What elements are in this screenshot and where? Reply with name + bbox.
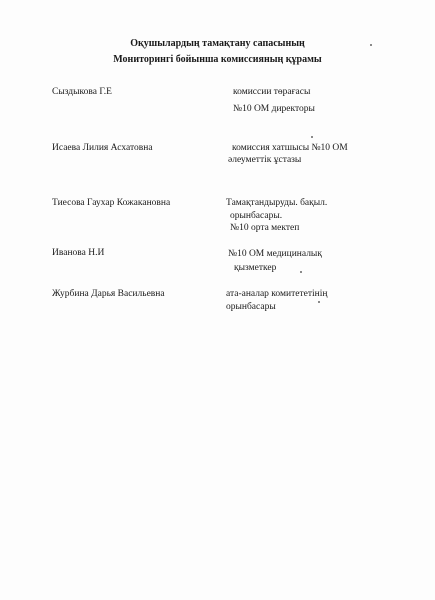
member-role-3-line-1: Тамақтандыруды. бақыл. bbox=[226, 198, 328, 208]
member-name-5: Журбина Дарья Васильевна bbox=[52, 289, 165, 299]
member-role-5-line-1: ата-аналар комитететінің bbox=[226, 289, 328, 299]
member-role-3-line-3: №10 орта мектеп bbox=[230, 223, 300, 233]
scan-speck bbox=[370, 44, 372, 46]
scan-speck bbox=[311, 136, 313, 138]
member-role-5-line-2: орынбасары bbox=[226, 302, 276, 312]
member-role-4-line-2: қызметкер bbox=[234, 263, 277, 273]
document-title-line-2: Мониторингі бойынша комиссияның құрамы bbox=[113, 54, 322, 65]
member-role-1-line-2: №10 ОМ директоры bbox=[233, 104, 315, 114]
member-name-2: Исаева Лилия Асхатовна bbox=[52, 143, 153, 153]
member-role-2-line-1: комиссия хатшысы №10 ОМ bbox=[232, 143, 348, 153]
scan-speck bbox=[318, 301, 320, 303]
document-title-line-1: Оқушылардың тамақтану сапасының bbox=[130, 38, 305, 49]
scan-speck bbox=[300, 271, 302, 273]
member-name-1: Сыздыкова Г.Е bbox=[52, 87, 112, 97]
member-role-4-line-1: №10 ОМ медициналық bbox=[228, 249, 322, 259]
member-name-3: Тиесова Гаухар Кожакановна bbox=[52, 198, 171, 208]
member-role-1-line-1: комиссии төрағасы bbox=[233, 87, 311, 97]
member-role-3-line-2: орынбасары. bbox=[230, 211, 283, 221]
member-role-2-line-2: әлеуметтік ұстазы bbox=[228, 155, 302, 165]
member-name-4: Иванова Н.И bbox=[52, 248, 105, 258]
